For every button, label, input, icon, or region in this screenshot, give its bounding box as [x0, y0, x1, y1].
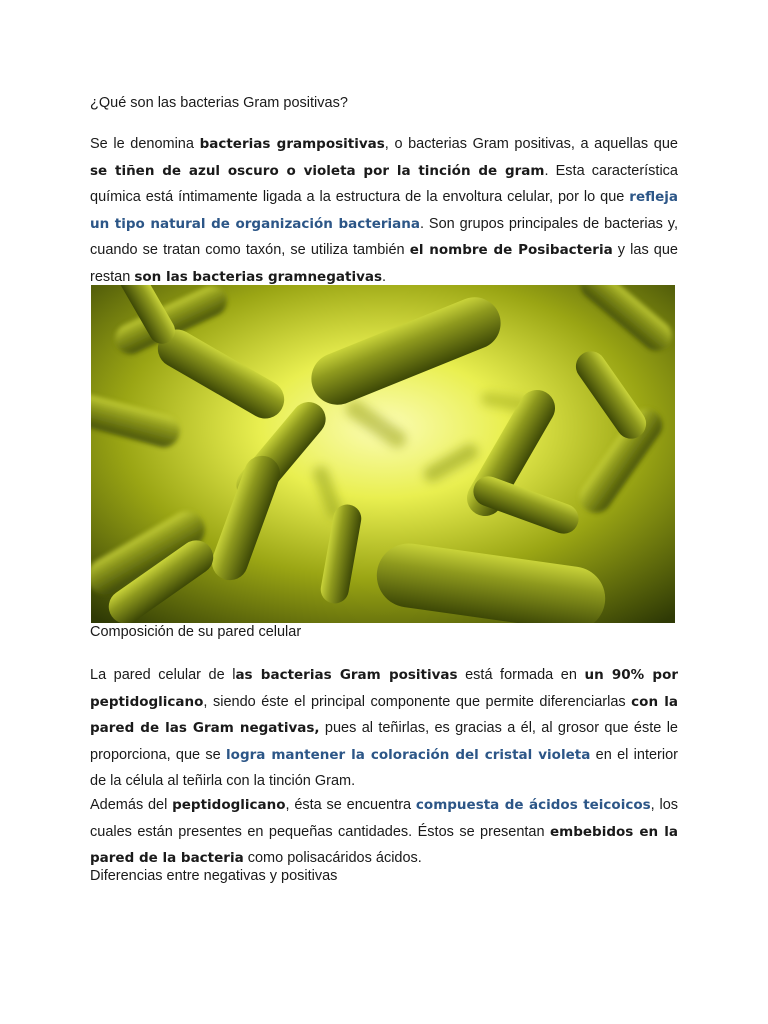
teichoic-link-acidos[interactable]: compuesta de ácidos teicoicos [415, 797, 651, 813]
wall-text-4: pues al teñirlas, es gracias a él, al grosor que éste le proporciona, que se [90, 720, 678, 763]
intro-text-5: y las que restan [90, 242, 678, 285]
intro-text-2: , o bacterias Gram positivas, a aquellas que [384, 136, 678, 152]
section-heading: ¿Qué son las bacterias Gram positivas? [90, 95, 348, 111]
wall-link-cristal-violeta[interactable]: logra mantener la coloración del cristal violeta [226, 746, 591, 763]
wall-text-2: está formada en [457, 667, 585, 683]
wall-bold-gram-negativas: con la pared de las Gram negativas, [90, 693, 678, 736]
teichoic-text-1: Además del [90, 797, 173, 813]
differences-heading: Diferencias entre negativas y positivas [90, 868, 338, 884]
intro-bold-posibacteria: el nombre de Posibacteria [409, 242, 613, 258]
intro-text-3: . Esta característica química está íntimamente ligada a la estructura de la envoltura celular, por lo que [90, 162, 678, 205]
figure-caption: Composición de su pared celular [90, 624, 302, 640]
intro-bold-gramnegativas: son las bacterias gramnegativas [134, 268, 383, 285]
wall-bold-gram-positivas: as bacterias Gram positivas [235, 667, 458, 683]
wall-bold-peptidoglicano: un 90% por peptidoglicano [90, 667, 679, 710]
teichoic-text-3: , los cuales están presentes en pequeñas cantidades. Éstos se presentan [90, 797, 679, 840]
teichoic-text-4: como polisacáridos ácidos. [243, 850, 422, 866]
intro-text-1: Se le denomina [90, 136, 200, 152]
intro-bold-tincion: se tiñen de azul oscuro o violeta por la tinción de gram [90, 162, 545, 179]
teichoic-bold-embebidos: embebidos en la pared de la bacteria [90, 823, 678, 866]
teichoic-bold-peptidoglicano: peptidoglicano [172, 797, 286, 813]
wall-text-1: La pared celular de l [90, 667, 236, 683]
teichoic-text-2: , ésta se encuentra [285, 797, 416, 813]
intro-text-4: . Son grupos principales de bacterias y, cuando se tratan como taxón, se utiliza también [90, 215, 678, 258]
wall-text-3: , siendo éste el principal componente que permite diferenciarlas [203, 693, 632, 710]
teichoic-paragraph [90, 792, 678, 872]
intro-link-organizacion[interactable]: refleja un tipo natural de organización bacteriana [90, 189, 678, 232]
bacteria-image [91, 285, 675, 623]
cell-wall-paragraph [90, 662, 678, 795]
wall-text-5: en el interior de la célula al teñirla con la tinción Gram. [90, 746, 678, 789]
intro-text-6: . [382, 268, 387, 285]
intro-paragraph [90, 131, 678, 290]
intro-bold-grampositivas: bacterias grampositivas [199, 136, 385, 152]
